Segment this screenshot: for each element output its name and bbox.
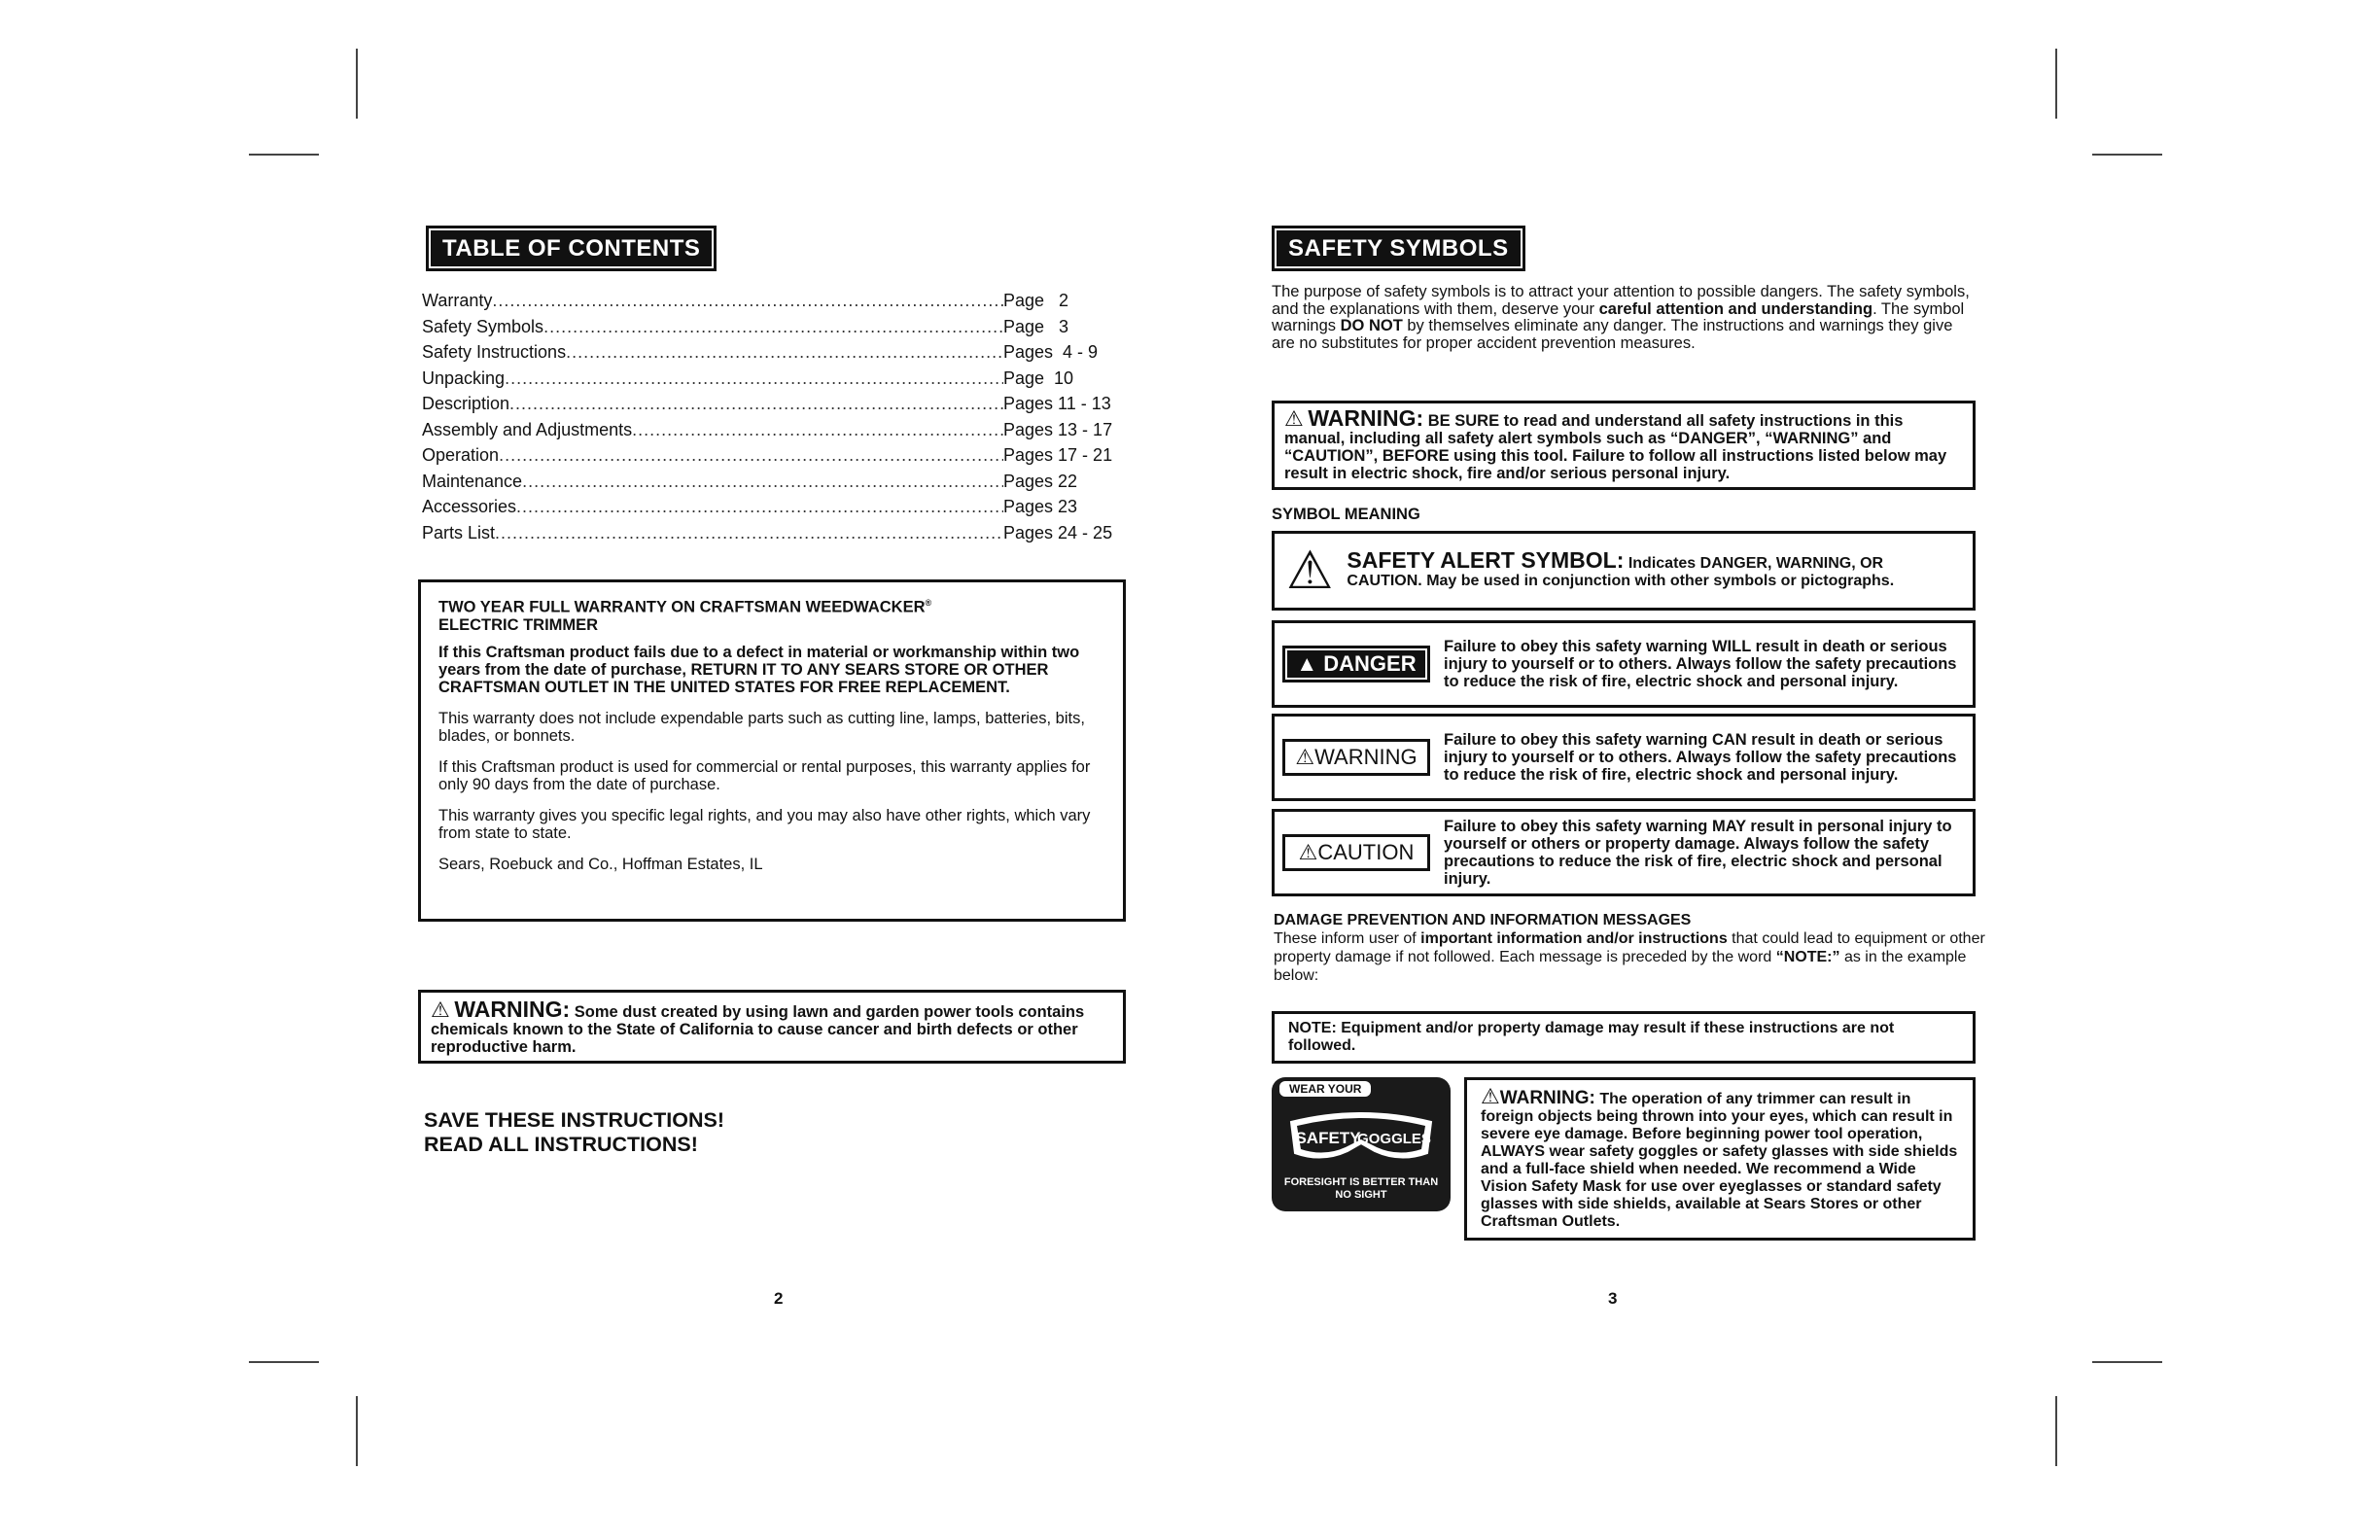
toc-entry-page: Pages 23 (1003, 497, 1078, 516)
toc-entry-page: Pages 4 - 9 (1003, 342, 1099, 362)
toc-entry-name: Description (422, 394, 510, 413)
warranty-exclusions: This warranty does not include expendable parts such as cutting line, lamps, batteries, bits, blades, or bonnets. (438, 709, 1085, 745)
crop-mark (356, 1396, 358, 1466)
crop-mark (2092, 154, 2162, 156)
page-number-right: 3 (1608, 1289, 1618, 1308)
toc-leader-dots (492, 288, 1003, 314)
crop-mark (249, 154, 319, 156)
toc-entry (422, 520, 1122, 546)
crop-mark (356, 49, 358, 119)
warning-triangle-icon: ⚠ (431, 998, 450, 1022)
toc-entry (422, 494, 1122, 520)
toc-entry-name: Accessories (422, 497, 517, 516)
caution-text: Failure to obey this safety warning MAY result in personal injury to yourself or others or property damage. Always follow the safety precautions to reduce the risk of fire, electric shock and personal injury. (1444, 818, 1952, 888)
toc-entry (422, 469, 1122, 495)
crop-mark (2092, 1361, 2162, 1363)
warning-signal-box (1272, 714, 1976, 801)
safety-alert-text-b: CAUTION. May be used in conjunction with other symbols or pictographs. (1347, 573, 1895, 589)
warning-badge: ⚠WARNING (1282, 739, 1430, 776)
toc-entry-name: Safety Instructions (422, 342, 567, 362)
toc-entry (422, 417, 1122, 443)
toc-entry (422, 339, 1122, 366)
warning-triangle-icon: ⚠ (1481, 1084, 1500, 1108)
toc-entry-name: Unpacking (422, 368, 506, 388)
toc-entry (422, 391, 1122, 417)
toc-entry-name: Assembly and Adjustments (422, 419, 633, 439)
toc-header: TABLE OF CONTENTS (426, 226, 717, 271)
warranty-terms: If this Craftsman product fails due to a defect in material or workmanship within two years from the date of purchase, RETURN IT TO ANY SEARS STORE OR OTHER CRAFTSMAN OUTLET IN THE UNITED STATES FOR FREE REPLACEMENT. (438, 643, 1080, 696)
warning-signal-text: Failure to obey this safety warning CAN result in death or serious injury to yourself or to others. Always follow the safety precautions to reduce the risk of fire, electric shock and personal injury. (1444, 731, 1957, 784)
crop-mark (2055, 49, 2057, 119)
danger-signal-box (1272, 620, 1976, 708)
warning-text: BE SURE to read and understand all safety instructions in this manual, including all safety alert symbols such as “DANGER”, “WARNING” and “CAUTION”, BEFORE using this tool. Failure to follow all instructions listed below may result in electric shock, fire and/or serious personal injury. (1284, 412, 1947, 482)
toc-leader-dots (543, 314, 1003, 340)
danger-text: Failure to obey this safety warning WILL result in death or serious injury to yourself or to others. Always follow the safety precautions to reduce the risk of fire, electric shock and personal injury. (1444, 638, 1957, 690)
toc-leader-dots (495, 520, 1003, 546)
safety-alert-label: SAFETY ALERT SYMBOL: (1347, 547, 1625, 573)
toc-leader-dots (632, 417, 1003, 443)
toc-entry-name: Parts List (422, 522, 496, 542)
caution-signal-box (1272, 809, 1976, 896)
toc-leader-dots (566, 339, 1003, 366)
toc-entry-page: Pages 13 - 17 (1003, 419, 1113, 439)
toc-entry-page: Pages 17 - 21 (1003, 445, 1113, 465)
safety-alert-symbol-box (1272, 531, 1976, 611)
crop-mark (249, 1361, 319, 1363)
foresight-slogan: FORESIGHT IS BETTER THAN NO SIGHT (1283, 1176, 1439, 1201)
damage-prevention-text: These inform user of important information and/or instructions that could lead to equipment or other property damage if not followed. Each message is preceded by the word “NOTE:” as in the example below: (1274, 930, 1985, 984)
symbol-meaning-title: SYMBOL MEANING (1272, 506, 1420, 523)
save-instructions: SAVE THESE INSTRUCTIONS! READ ALL INSTRUCTIONS! (424, 1108, 724, 1156)
toc-leader-dots (522, 469, 1003, 495)
california-warning-box (418, 990, 1126, 1064)
toc-leader-dots (516, 494, 1003, 520)
toc-leader-dots (505, 366, 1003, 392)
table-of-contents (422, 288, 1122, 545)
warranty-title: TWO YEAR FULL WARRANTY ON CRAFTSMAN WEEDWACKER® ELECTRIC TRIMMER (438, 598, 932, 634)
warning-text: Some dust created by using lawn and garden power tools contains chemicals known to the State of California to cause cancer and birth defects or other reproductive harm. (431, 1003, 1085, 1056)
goggles-icon (1285, 1104, 1437, 1167)
warranty-issuer: Sears, Roebuck and Co., Hoffman Estates, IL (438, 855, 763, 873)
warranty-box (418, 579, 1126, 922)
toc-entry-name: Safety Symbols (422, 316, 544, 336)
warning-text: The operation of any trimmer can result in foreign objects being thrown into your eyes, which can result in severe eye damage. Before beginning power tool operation, ALWAYS wear safety goggles or safety glasses with side shields and a full-face shield when needed. We recommend a Wide Vision Safety Mask for use over eyeglasses or standard safety glasses with side shields, available at Sears Stores or other Craftsman Outlets. (1481, 1091, 1958, 1230)
toc-entry-page: Page 10 (1003, 368, 1074, 388)
caution-badge: ⚠CAUTION (1282, 834, 1430, 871)
goggles-safety-text: SAFETY (1295, 1129, 1361, 1147)
danger-badge: ▲ DANGER (1282, 646, 1430, 682)
toc-entry (422, 314, 1122, 340)
toc-entry (422, 288, 1122, 314)
safety-alert-text-a: Indicates DANGER, WARNING, OR (1628, 555, 1884, 572)
warranty-commercial-use: If this Craftsman product is used for commercial or rental purposes, this warranty applies for only 90 days from the date of purchase. (438, 757, 1091, 793)
toc-entry-name: Maintenance (422, 471, 523, 491)
damage-prevention-title: DAMAGE PREVENTION AND INFORMATION MESSAGES (1274, 912, 1692, 928)
warning-triangle-icon: ⚠ (1284, 406, 1304, 431)
toc-entry-page: Page 2 (1003, 291, 1069, 310)
trimmer-warning-box (1464, 1077, 1976, 1241)
toc-entry (422, 442, 1122, 469)
wear-your-label: WEAR YOUR (1279, 1081, 1371, 1097)
safety-intro: The purpose of safety symbols is to attract your attention to possible dangers. The safety symbols, and the explanations with them, deserve your careful attention and understanding. The symbol warnings DO NOT by themselves eliminate any danger. The instructions and warnings they give are no substitutes for proper accident prevention measures. (1272, 283, 1970, 352)
alert-triangle-icon: ⚠ (1286, 542, 1334, 600)
toc-entry-page: Pages 22 (1003, 471, 1078, 491)
toc-entry-page: Page 3 (1003, 316, 1069, 336)
toc-entry-page: Pages 11 - 13 (1003, 394, 1111, 413)
safety-goggles-badge (1272, 1077, 1451, 1211)
toc-leader-dots (509, 391, 1003, 417)
toc-entry-name: Warranty (422, 291, 493, 310)
warning-label: WARNING: (1308, 405, 1424, 431)
toc-entry-name: Operation (422, 445, 500, 465)
safety-symbols-header: SAFETY SYMBOLS (1272, 226, 1525, 271)
toc-leader-dots (499, 442, 1003, 469)
note-example-box: NOTE: Equipment and/or property damage may result if these instructions are not followed. (1272, 1011, 1976, 1064)
warning-label: WARNING: (1499, 1088, 1595, 1108)
toc-entry-page: Pages 24 - 25 (1003, 522, 1113, 542)
read-instructions-warning-box (1272, 401, 1976, 490)
page-number-left: 2 (774, 1289, 784, 1308)
toc-entry (422, 366, 1122, 392)
goggles-goggles-text: GOGGLES (1357, 1131, 1431, 1147)
crop-mark (2055, 1396, 2057, 1466)
warning-label: WARNING: (454, 997, 571, 1022)
warranty-legal-rights: This warranty gives you specific legal rights, and you may also have other rights, which vary from state to state. (438, 806, 1091, 842)
